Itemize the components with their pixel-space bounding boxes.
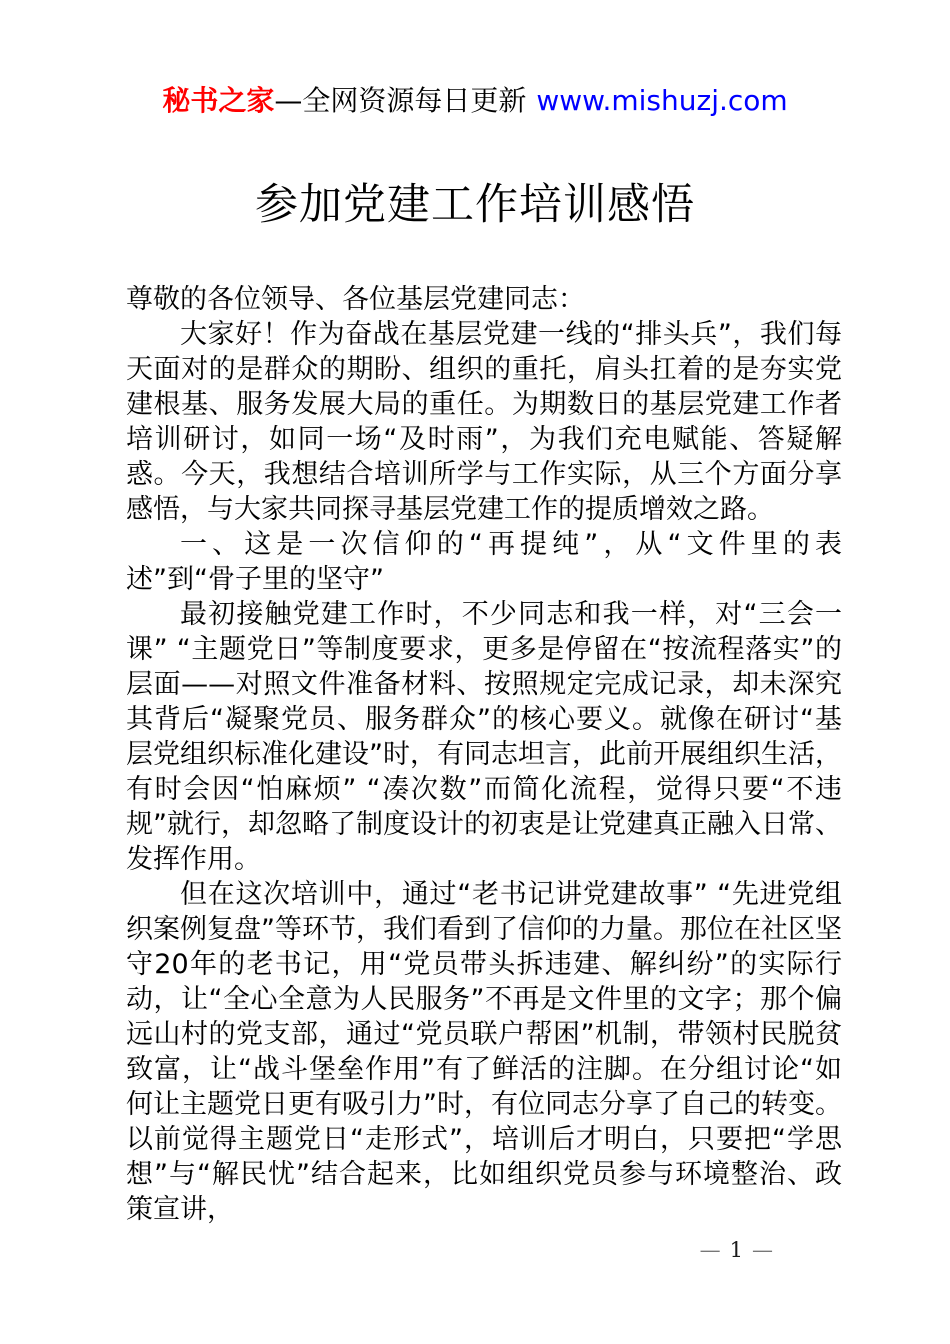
document-body	[126, 282, 842, 1227]
page-number-value: 1	[729, 1238, 743, 1262]
page-number	[691, 1240, 782, 1261]
page-number-right-dash: —	[752, 1238, 773, 1262]
site-tagline: —全网资源每日更新	[274, 84, 527, 117]
site-brand: 秘书之家	[162, 84, 275, 117]
site-url-link[interactable]: www.mishuzj.com	[536, 84, 788, 117]
paragraph-before-training: 最初接触党建工作时，不少同志和我一样，对“三会一课” “主题党日”等制度要求，更多是停留在“按流程落实”的层面——对照文件准备材料、按照规定完成记录，却未深究其背后“凝聚党员、服务群众”的核心要义。就像在研讨“基层党组织标准化建设”时，有同志坦言，此前开展组织生活，有时会因“怕麻烦” “凑次数”而简化流程，觉得只要“不违规”就行，却忽略了制度设计的初衷是让党建真正融入日常、发挥作用。	[126, 599, 842, 875]
page-number-left-dash: —	[699, 1238, 721, 1262]
salutation: 尊敬的各位领导、各位基层党建同志：	[126, 284, 585, 315]
paragraph-training-stories: 但在这次培训中，通过“老书记讲党建故事” “先进党组织案例复盘”等环节，我们看到了信仰的力量。那位在社区坚守20年的老书记，用“党员带头拆违建、解纠纷”的实际行动，让“全心全意为人民服务”不再是文件里的文字；那个偏远山村的党支部，通过“党员联户帮困”机制，带领村民脱贫致富，让“战斗堡垒作用”有了鲜活的注脚。在分组讨论“如何让主题党日更有吸引力”时，有位同志分享了自己的转变。以前觉得主题党日“走形式”，培训后才明白，只要把“学思想”与“解民忧”结合起来，比如组织党员参与环境整治、政策宣讲，	[126, 879, 842, 1225]
document-title: 参加党建工作培训感悟	[255, 180, 695, 230]
site-header	[0, 86, 950, 117]
paragraph-intro: 大家好！作为奋战在基层党建一线的“排头兵”，我们每天面对的是群众的期盼、组织的重托，肩头扛着的是夯实党建根基、服务发展大局的重任。为期数日的基层党建工作者培训研讨，如同一场“及时雨”，为我们充电赋能、答疑解惑。今天，我想结合培训所学与工作实际，从三个方面分享感悟，与大家共同探寻基层党建工作的提质增效之路。	[126, 319, 842, 525]
section-heading-1: 一、这是一次信仰的“再提纯”，从“文件里的表述”到“骨子里的坚守”	[126, 529, 842, 595]
